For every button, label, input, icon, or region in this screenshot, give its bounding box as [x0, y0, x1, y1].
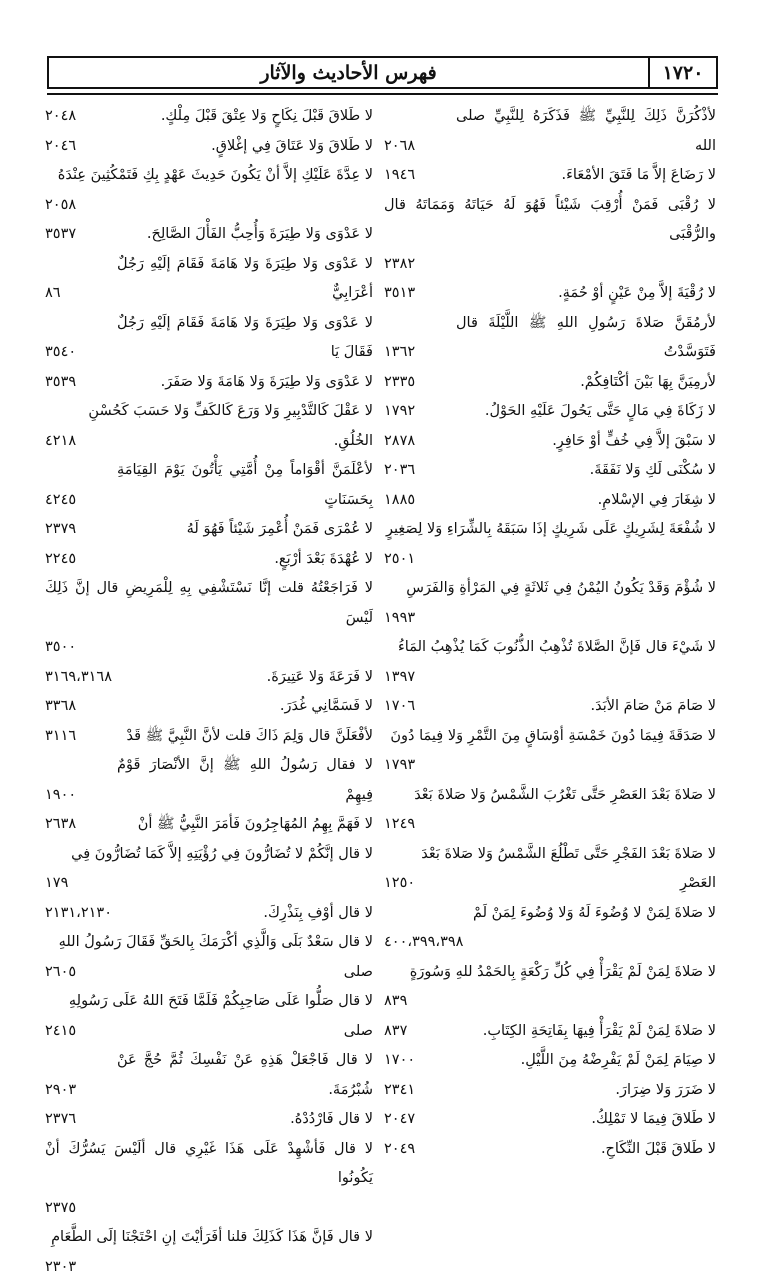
entry-text: لا صَلاةَ لِمَنْ لَمْ يَقْرَأْ فِيهَا بِفَاتِحَةِ الكِتَابِ. [384, 1017, 716, 1047]
index-entry [45, 751, 373, 810]
entry-number: ٢٠٥٨ [45, 191, 373, 221]
index-entry [45, 132, 373, 162]
index-entry [384, 102, 716, 161]
index-entry [45, 161, 373, 220]
entry-number: ٢٠٦٨ [384, 132, 415, 162]
entry-number: ١٧٩ [45, 869, 373, 899]
entry-text: لا فَسَمَّانِي غُدَرَ. [45, 692, 373, 722]
index-entry [45, 1135, 373, 1224]
right-column [384, 102, 716, 1089]
entry-text: لا شِغَارَ فِي الإسْلامِ. [384, 486, 716, 516]
entry-text: لا طَلاقَ قَبْلَ نِكَاحٍ وَلا عِتْقَ قَبْلَ مِلْكٍ. [45, 102, 373, 132]
index-entry [384, 574, 716, 633]
index-entry [45, 810, 373, 840]
index-entry [45, 899, 373, 929]
index-entry [45, 987, 373, 1017]
index-entry [384, 397, 716, 427]
index-entry [45, 397, 373, 427]
index-entry [45, 102, 373, 132]
index-entry [45, 722, 373, 752]
index-entry [45, 220, 373, 250]
index-entry [384, 722, 716, 781]
entry-text: لا عَدْوَى وَلا طِيَرَةَ وَلا هَامَةَ فَقَامَ إلَيْهِ رَجُلٌ أعْرَابِيٌّ [45, 250, 373, 309]
entry-number: ٣٥٣٧ [45, 220, 76, 250]
index-entry [45, 840, 373, 899]
index-entry [384, 1135, 716, 1165]
index-entry [384, 309, 716, 368]
entry-text: لا فَرَاجَعْتُهُ قلت إنَّا نَسْتَشْفِي بِهِ لِلْمَرِيضِ قال إنَّ ذَلِكَ لَيْسَ [45, 574, 373, 633]
entry-text: لا قال سَعْدٌ بَلَى وَالَّذِي أكْرَمَكَ بِالحَقِّ فَقَالَ رَسُولُ اللهِ [45, 928, 373, 958]
index-entry [384, 869, 716, 899]
index-entry [45, 1105, 373, 1135]
entry-number: ٤٢١٨ [45, 427, 76, 457]
entry-text: صلى [45, 958, 373, 988]
entry-text: لا صَلاةَ لِمَنْ لا وُضُوءَ لَهُ وَلا وُضُوءَ لِمَنْ لَمْ [384, 899, 716, 929]
entry-number: ٢٣٧٦ [45, 1105, 76, 1135]
entry-number: ١٧٩٣ [384, 751, 716, 781]
entry-text: لا صَلاةَ بَعْدَ الفَجْرِ حَتَّى تَطْلُعَ الشَّمْسُ وَلا صَلاةَ بَعْدَ [384, 840, 716, 870]
entry-number: ٤٢٤٥ [45, 486, 76, 516]
index-entry [384, 633, 716, 692]
entry-text: لا قال فَارْدُدْهُ. [45, 1105, 373, 1135]
entry-number: ٣٥١٣ [384, 279, 415, 309]
index-entry [384, 1017, 716, 1047]
index-entry [384, 427, 716, 457]
entry-text: لا شُؤْمَ وَقَدْ يَكُونُ اليُمْنُ فِي ثَلاثَةٍ فِي المَرْأةِ وَالفَرَسِ [384, 574, 716, 604]
page-number: ١٧٢٠ [648, 58, 716, 87]
header-rule [47, 93, 718, 95]
index-entry [45, 545, 373, 575]
entry-text: لا عِدَّةَ عَلَيْكِ إلاَّ أنْ يَكُونَ حَدِيثَ عَهْدٍ بِكِ فَتَمْكُثِينَ عِنْدَهُ [45, 161, 373, 191]
entry-number: ١٧٩٢ [384, 397, 415, 427]
index-entry [384, 899, 716, 958]
entry-text: لا طَلاقَ قَبْلَ النِّكَاحِ. [384, 1135, 716, 1165]
entry-number: ٢١٣١،٢١٣٠ [45, 899, 112, 929]
entry-text: لأرمُقَنَّ صَلاةَ رَسُولِ اللهِ ﷺ اللَّيْلَةَ قال فَتَوَسَّدْتُ [384, 309, 716, 368]
index-entry [45, 958, 373, 988]
entry-number: ١٢٥٠ [384, 869, 415, 899]
entry-number: ٢٠٤٦ [45, 132, 76, 162]
index-entry [45, 1223, 373, 1282]
entry-text: لا رُقْيَةَ إلاَّ مِنْ عَيْنٍ أوْ حُمَةٍ. [384, 279, 716, 309]
entry-number: ٣٣٦٨ [45, 692, 76, 722]
entry-text: لا طَلاقَ وَلا عَتَاقَ فِي إغْلاقٍ. [45, 132, 373, 162]
entry-text: لا قال فَاجْعَلْ هَذِهِ عَنْ نَفْسِكَ ثُمَّ حُجَّ عَنْ شُبْرُمَةَ. [45, 1046, 373, 1105]
entry-number: ١٩٠٠ [45, 781, 76, 811]
entry-text: لا قال فَإنَّ هَذَا كَذَلِكَ قلنا أفَرَأيْتَ إنِ احْتَجْنَا إلَى الطَّعَامِ [45, 1223, 373, 1253]
index-entry [384, 1076, 716, 1106]
entry-text: لا ضَرَرَ وَلا ضِرَارَ. [384, 1076, 716, 1106]
entry-number: ٢٣٤١ [384, 1076, 415, 1106]
entry-text: لأفْعَلَنَّ قال وَلِمَ ذَاكَ قلت لأنَّ النَّبِيَّ ﷺ قَدْ [45, 722, 373, 752]
index-entry [384, 515, 716, 574]
entry-number: ٨٣٩ [384, 987, 716, 1017]
entry-number: ١٩٤٦ [384, 161, 415, 191]
entry-text: لا صَامَ مَنْ صَامَ الأبَدَ. [384, 692, 716, 722]
entry-number: ٢٢٤٥ [45, 545, 76, 575]
index-entry [384, 368, 716, 398]
index-entry [45, 692, 373, 722]
entry-text: لا عَدْوَى وَلا طِيَرَةَ وَأُحِبُّ الفَأْلَ الصَّالِحَ. [45, 220, 373, 250]
entry-number: ١٧٠٠ [384, 1046, 415, 1076]
page-title: فهرس الأحاديث والآثار [49, 58, 648, 87]
index-entry [384, 456, 716, 486]
entry-number: ٢٥٠١ [384, 545, 716, 575]
page-header [47, 56, 718, 89]
entry-number: ٢٦٠٥ [45, 958, 76, 988]
entry-text: لا رَضَاعَ إلاَّ مَا فَتَقَ الأمْعَاءَ. [384, 161, 716, 191]
index-entry [45, 1017, 373, 1047]
entry-text: لا قال صَلُّوا عَلَى صَاحِبِكُمْ فَلَمَّا فَتَحَ اللهُ عَلَى رَسُولِهِ [45, 987, 373, 1017]
entry-number: ٣٥٠٠ [45, 633, 373, 663]
entry-text: لا طَلاقَ فِيمَا لا تَمْلِكُ. [384, 1105, 716, 1135]
entry-number: ١٧٠٦ [384, 692, 415, 722]
entry-text: لا قال فَأشْهِدْ عَلَى هَذَا غَيْرِي قال ألَيْسَ يَسُرُّكَ أنْ يَكُونُوا [45, 1135, 373, 1194]
entry-number: ٢٠٤٩ [384, 1135, 415, 1165]
entry-number: ٣٥٣٩ [45, 368, 76, 398]
entry-text: لا فَرَعَةَ وَلا عَتِيرَةَ. [45, 663, 373, 693]
entry-text: لأذْكُرَنَّ ذَلِكَ لِلنَّبِيِّ ﷺ فَذَكَرَهُ لِلنَّبِيِّ صلى الله [384, 102, 716, 161]
index-entry [45, 456, 373, 515]
entry-text: لا صِيَامَ لِمَنْ لَمْ يَفْرِضْهُ مِنَ اللَّيْلِ. [384, 1046, 716, 1076]
entry-number: ٢٣٧٥ [45, 1194, 373, 1224]
index-entry [384, 840, 716, 870]
index-entry [45, 309, 373, 368]
entry-text: الخُلُقِ. [45, 427, 373, 457]
entry-text: لا شُفْعَةَ لِشَرِيكٍ عَلَى شَرِيكٍ إذَا سَبَقَهُ بِالشِّرَاءِ وَلا لِصَغِيرٍ [384, 515, 716, 545]
entry-text: لا عُمْرَى فَمَنْ أُعْمِرَ شَيْئاً فَهُوَ لَهُ [45, 515, 373, 545]
index-entry [384, 191, 716, 280]
entry-text: لا صَلاةَ بَعْدَ العَصْرِ حَتَّى تَغْرُبَ الشَّمْسُ وَلا صَلاةَ بَعْدَ [384, 781, 716, 811]
index-entry [45, 663, 373, 693]
entry-text: لا قال إنَّكُمْ لا تُضَارُّونَ فِي رُؤْيَتِهِ إلاَّ كَمَا تُضَارُّونَ فِي [45, 840, 373, 870]
entry-text: لا سُكْنَى لَكِ وَلا نَفَقَةَ. [384, 456, 716, 486]
entry-text: صلى [45, 1017, 373, 1047]
entry-number: ٢٠٤٨ [45, 102, 76, 132]
index-entry [384, 781, 716, 840]
entry-text: لا عَدْوَى وَلا طِيَرَةَ وَلا هَامَةَ وَلا صَفَرَ. [45, 368, 373, 398]
entry-number: ١٢٤٩ [384, 810, 716, 840]
index-entry [384, 958, 716, 1017]
entry-number: ٨٣٧ [384, 1017, 407, 1047]
entry-text: لأرمِيَنَّ بِهَا بَيْنَ أكْتَافِكُمْ. [384, 368, 716, 398]
entry-number: ٨٦ [45, 279, 61, 309]
entry-number: ٢٩٠٣ [45, 1076, 76, 1106]
left-column [45, 102, 373, 1089]
entry-number: ٢٠٤٧ [384, 1105, 415, 1135]
index-entry [384, 1046, 716, 1076]
entry-text: لا عَقْلَ كَالتَّدْبِيرِ وَلا وَرَعَ كَالكَفِّ وَلا حَسَبَ كَحُسْنِ [45, 397, 373, 427]
index-entry [45, 574, 373, 663]
entry-number: ٢٣٠٣ [45, 1253, 373, 1282]
entry-number: ١٣٦٢ [384, 338, 415, 368]
entry-number: ٣١١٦ [45, 722, 76, 752]
entry-number: ٢٨٧٨ [384, 427, 415, 457]
index-entry [384, 692, 716, 722]
index-entry [384, 1105, 716, 1135]
entry-number: ١٨٨٥ [384, 486, 415, 516]
entry-text: لأعْلَمَنَّ أقْوَاماً مِنْ أُمَّتِي يَأْتُونَ يَوْمَ القِيَامَةِ بِحَسَنَاتٍ [45, 456, 373, 515]
index-entry [45, 250, 373, 309]
entry-text: لا شَيْءَ قال فَإنَّ الصَّلاةَ تُذْهِبُ الذُّنُوبَ كَمَا يُذْهِبُ المَاءُ [384, 633, 716, 663]
index-entry [45, 427, 373, 457]
index-entry [384, 279, 716, 309]
entry-number: ٢٣٧٩ [45, 515, 76, 545]
entry-number: ٢٣٨٢ [384, 250, 716, 280]
entry-number: ٢٣٣٥ [384, 368, 415, 398]
index-entry [45, 368, 373, 398]
entry-number: ٢٦٣٨ [45, 810, 76, 840]
entry-number: ١٣٩٧ [384, 663, 716, 693]
index-entry [45, 1046, 373, 1105]
entry-number: ٤٠٠،٣٩٩،٣٩٨ [384, 928, 716, 958]
entry-text: لا عَدْوَى وَلا طِيَرَةَ وَلا هَامَةَ فَقَامَ إلَيْهِ رَجُلٌ فَقَالَ يَا [45, 309, 373, 368]
entry-text: لا رُقْبَى فَمَنْ أُرْقِبَ شَيْئاً فَهُوَ لَهُ حَيَاتَهُ وَمَمَاتَهُ قال والرُّقْبَى [384, 191, 716, 250]
entry-text: لا سَبْقَ إلاَّ فِي خُفٍّ أوْ حَافِرٍ. [384, 427, 716, 457]
entry-text: لا فَهَمَّ بِهِمُ المُهَاجِرُونَ فَأمَرَ النَّبِيُّ ﷺ أنْ [45, 810, 373, 840]
entry-text: لا صَدَقَةَ فِيمَا دُونَ خَمْسَةِ أوْسَاقٍ مِنَ التَّمْرِ وَلا فِيمَا دُونَ [384, 722, 716, 752]
entry-text: العَصْرِ [384, 869, 716, 899]
entry-text: لا فقال رَسُولُ اللهِ ﷺ إنَّ الأنْصَارَ قَوْمٌ فِيهِمْ [45, 751, 373, 810]
entry-number: ٢٤١٥ [45, 1017, 76, 1047]
entry-number: ٣٥٤٠ [45, 338, 76, 368]
index-entry [384, 486, 716, 516]
index-entry [45, 515, 373, 545]
entry-text: لا صَلاةَ لِمَنْ لَمْ يَقْرَأْ فِي كُلِّ رَكْعَةٍ بِالحَمْدُ للهِ وَسُورَةٍ [384, 958, 716, 988]
entry-text: لا قال أوْفِ بِنَذْرِكَ. [45, 899, 373, 929]
index-entry [384, 161, 716, 191]
entry-text: لا زَكَاةَ فِي مَالٍ حَتَّى يَحُولَ عَلَيْهِ الحَوْلُ. [384, 397, 716, 427]
index-entry [45, 928, 373, 958]
entry-number: ١٩٩٣ [384, 604, 716, 634]
entry-text: لا عُهْدَةَ بَعْدَ أرْبَعٍ. [45, 545, 373, 575]
entry-number: ٢٠٣٦ [384, 456, 415, 486]
entry-number: ٣١٦٩،٣١٦٨ [45, 663, 112, 693]
